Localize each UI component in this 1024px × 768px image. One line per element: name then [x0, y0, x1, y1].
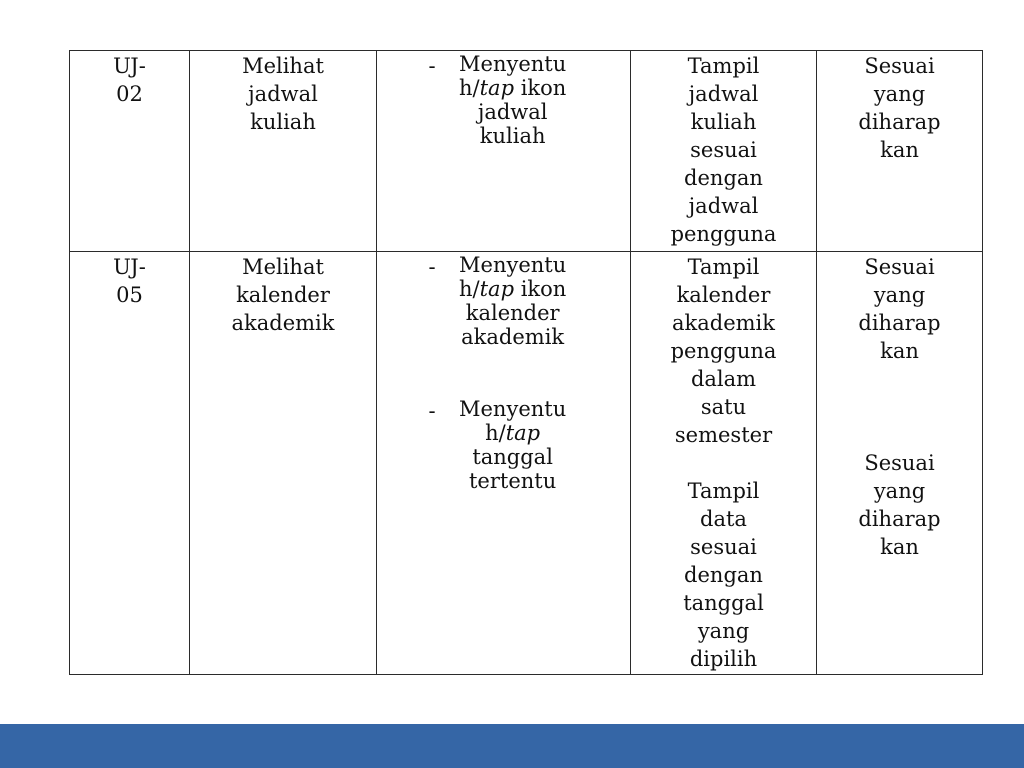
steps-cell: [377, 252, 631, 675]
status-line: kan: [880, 138, 919, 162]
step-line: tertentu: [468, 469, 557, 493]
table-row: [70, 252, 983, 675]
result-line: satu: [700, 395, 747, 419]
status-cell: [817, 252, 983, 675]
expected-result-cell: [631, 51, 817, 252]
feature-cell: [190, 51, 377, 252]
test-id-line: 05: [116, 283, 143, 307]
feature-line: jadwal: [248, 82, 318, 106]
test-id-line: UJ-: [113, 54, 146, 78]
status-line: yang: [873, 82, 926, 106]
step-line: h/tap ikon: [459, 277, 567, 301]
test-id-line: UJ-: [113, 255, 146, 279]
status-line: yang: [873, 479, 926, 503]
test-case-table: [69, 50, 983, 675]
status-line: kan: [880, 339, 919, 363]
result-line: dalam: [690, 367, 757, 391]
test-id-line: 02: [116, 82, 143, 106]
status-line: kan: [880, 535, 919, 559]
step-line: Menyentu: [459, 397, 567, 421]
result-line: sesuai: [690, 535, 757, 559]
result-line: jadwal: [688, 194, 759, 218]
status-line: Sesuai: [864, 255, 935, 279]
result-line: Tampil: [687, 54, 760, 78]
feature-line: akademik: [231, 311, 335, 335]
result-line: dipilih: [689, 647, 758, 671]
feature-line: kuliah: [250, 110, 316, 134]
result-line: semester: [674, 423, 773, 447]
result-line: pengguna: [670, 339, 777, 363]
table-row: [70, 51, 983, 252]
result-line: yang: [697, 619, 750, 643]
result-line: akademik: [672, 311, 775, 335]
status-line: Sesuai: [864, 451, 935, 475]
step-item: [381, 253, 626, 349]
step-line: Menyentu: [459, 52, 567, 76]
result-line: Tampil: [687, 255, 760, 279]
result-line: tanggal: [683, 591, 764, 615]
result-line: pengguna: [670, 222, 777, 246]
step-line: tanggal: [472, 445, 553, 469]
step-line: jadwal: [477, 100, 548, 124]
status-line: Sesuai: [864, 54, 935, 78]
step-line: kalender: [465, 301, 560, 325]
expected-result-cell: [631, 252, 817, 675]
feature-cell: [190, 252, 377, 675]
step-line: Menyentu: [459, 253, 567, 277]
result-line: dengan: [684, 563, 763, 587]
feature-line: Melihat: [242, 54, 324, 78]
result-line: dengan: [684, 166, 763, 190]
step-dash: -: [428, 54, 436, 78]
status-line: diharap: [858, 507, 941, 531]
feature-line: Melihat: [242, 255, 324, 279]
status-line: yang: [873, 283, 926, 307]
test-id-cell: [70, 252, 190, 675]
step-line: kuliah: [479, 124, 546, 148]
footer-bar: [0, 724, 1024, 768]
result-line: Tampil: [687, 479, 760, 503]
step-line: h/tap: [485, 421, 541, 445]
result-line: jadwal: [688, 82, 759, 106]
result-line: data: [700, 507, 747, 531]
step-dash: -: [428, 399, 436, 423]
result-line: sesuai: [690, 138, 757, 162]
step-item: [381, 397, 626, 493]
status-line: diharap: [858, 110, 941, 134]
result-line: kalender: [676, 283, 771, 307]
step-item: [381, 52, 626, 148]
step-dash: -: [428, 255, 436, 279]
feature-line: kalender: [236, 283, 330, 307]
step-line: akademik: [461, 325, 565, 349]
status-cell: [817, 51, 983, 252]
step-line: h/tap ikon: [459, 76, 567, 100]
status-line: diharap: [858, 311, 941, 335]
test-id-cell: [70, 51, 190, 252]
steps-cell: [377, 51, 631, 252]
result-line: kuliah: [690, 110, 757, 134]
